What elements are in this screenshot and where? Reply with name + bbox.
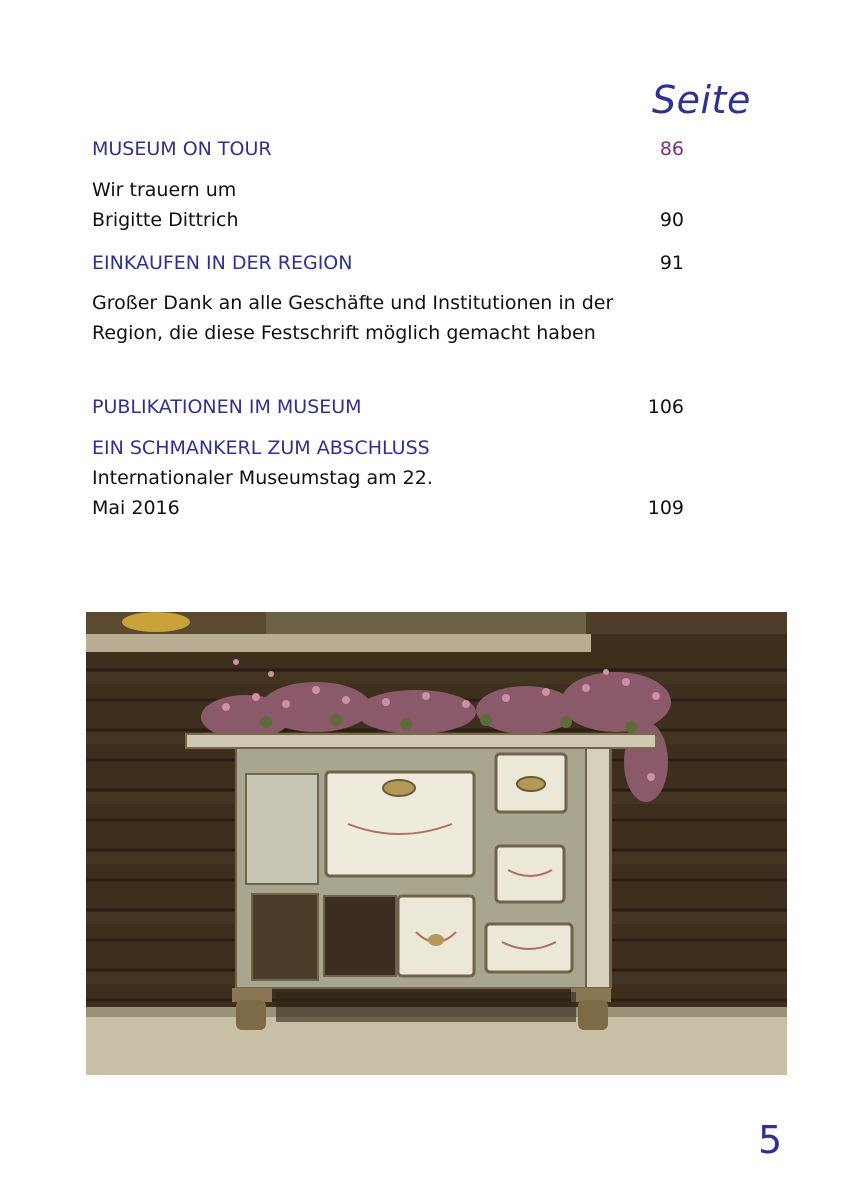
toc-entry-text: Großer Dank an alle Geschäfte und Institutionen in der Region, die diese Festschrift möglich gemacht haben <box>92 292 614 344</box>
seite-heading: Seite <box>652 78 751 122</box>
page-number: 5 <box>758 1118 783 1162</box>
stove-photo <box>86 612 787 1075</box>
toc-entry-page: 86 <box>659 138 684 160</box>
toc-entry-title: EINKAUFEN IN DER REGION <box>92 252 353 274</box>
toc-entry-page: 91 <box>659 252 684 274</box>
toc-entry <box>92 248 692 278</box>
toc-entry <box>92 134 692 164</box>
toc-entry <box>92 392 692 422</box>
toc-entry <box>92 288 622 348</box>
toc-entry-title: PUBLIKATIONEN IM MUSEUM <box>92 396 362 418</box>
toc-entry <box>92 175 692 235</box>
toc-entry-title: MUSEUM ON TOUR <box>92 138 272 160</box>
toc-entry-text: Internationaler Museumstag am 22. Mai 2016 <box>92 467 433 519</box>
toc-entry-text: Wir trauern um Brigitte Dittrich <box>92 179 239 231</box>
toc-entry-page: 109 <box>647 497 684 519</box>
toc-entry-page: 106 <box>647 396 684 418</box>
toc-entry <box>92 433 692 523</box>
toc-entry-page: 90 <box>659 209 684 231</box>
toc-entry-title: EIN SCHMANKERL ZUM ABSCHLUSS <box>92 437 430 459</box>
